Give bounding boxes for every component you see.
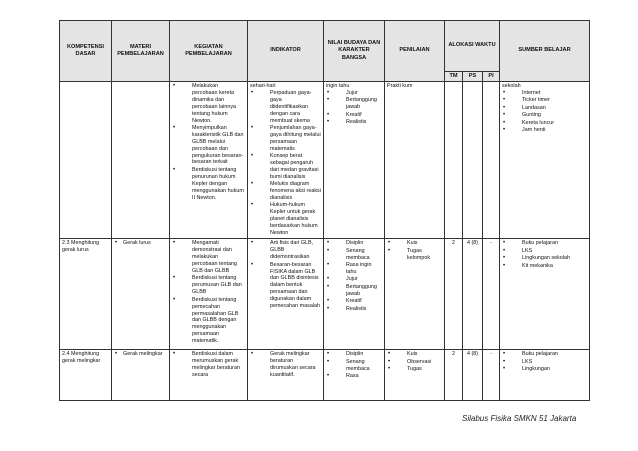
list-item: • Tugas kelompok <box>387 248 442 262</box>
cell-ps <box>463 82 483 239</box>
footer-caption: Silabus Fisika SMKN 51 Jakarta <box>462 414 577 423</box>
cell-nilai <box>324 82 385 239</box>
list-item: • Disiplin <box>326 240 382 247</box>
bullet-list <box>326 240 382 312</box>
header-sumber-belajar: SUMBER BELAJAR <box>500 21 590 82</box>
bullet-list <box>502 351 587 373</box>
cell-materi <box>112 350 170 401</box>
cell-sumber <box>500 239 590 350</box>
header-kompetensi-dasar: KOMPETENSI DASAR <box>60 21 112 82</box>
list-item: • Landasan <box>502 105 587 112</box>
bullet-list <box>250 351 321 379</box>
list-item: • Penjumlahan gaya-gaya dihitung melalui persamaan matematis <box>250 125 321 153</box>
bullet-list <box>502 90 587 134</box>
list-item: • Menyimpulkan karakteristik GLB dan GLBB melalui percobaan dan pengukuran besaran-besaran terkait <box>172 125 245 166</box>
cell-pi: - <box>483 350 500 401</box>
list-item: • Disiplin <box>326 351 382 358</box>
list-item: • Bertanggung jawab <box>326 97 382 111</box>
header-penilaian: PENILAIAN <box>385 21 445 82</box>
cell-materi <box>112 239 170 350</box>
header-ps: PS <box>463 72 483 82</box>
list-item: • Kreatif <box>326 298 382 305</box>
header-pi: PI <box>483 72 500 82</box>
list-item: • Buku pelajaran <box>502 351 587 358</box>
list-item: • Jujur <box>326 276 382 283</box>
list-item: • Gerak melingkar <box>114 351 167 358</box>
header-nilai-budaya: NILAI BUDAYA DAN KARAKTER BANGSA <box>324 21 385 82</box>
cell-text: sekolah <box>502 83 521 89</box>
cell-text: sehari-hari <box>250 83 276 89</box>
list-item: • Realistis <box>326 306 382 313</box>
list-item: • Kereta luncur <box>502 120 587 127</box>
cell-kompetensi-dasar <box>60 82 112 239</box>
bullet-list <box>114 351 167 358</box>
list-item: • Observasi <box>387 359 442 366</box>
list-item: • Melukis diagram fenomena aksi reaksi dianalisis <box>250 181 321 202</box>
cell-ps: 4 (8) <box>463 350 483 401</box>
cell-pi <box>483 82 500 239</box>
list-item: • Lingkungan <box>502 366 587 373</box>
list-item: • Melakukan percobaan kereta dinamika dan percobaan lainnya tentang hukum Newton. <box>172 83 245 124</box>
bullet-list <box>172 351 245 379</box>
list-item: • Kuis <box>387 240 442 247</box>
cell-tm <box>445 82 463 239</box>
list-item: • Berdiskusi dalam merumuskan gerak melingkar beraturan secara <box>172 351 245 379</box>
list-item: • Realistis <box>326 119 382 126</box>
list-item: • LKS <box>502 359 587 366</box>
list-item: • Kuis <box>387 351 442 358</box>
list-item: • Konsep berat sebagai pengaruh dari medan gravitasi bumi dianalisis <box>250 153 321 181</box>
list-item: • Hukum-hukum Kepler untuk gerak planet dianalisis berdasarkan hukum Newton <box>250 202 321 237</box>
cell-kegiatan <box>170 239 248 350</box>
table-row <box>60 239 590 350</box>
cell-kegiatan <box>170 82 248 239</box>
cell-indikator <box>248 239 324 350</box>
header-indikator: INDIKATOR <box>248 21 324 82</box>
cell-text: Prakti kum <box>387 83 413 89</box>
list-item: • LKS <box>502 248 587 255</box>
table-row <box>60 350 590 401</box>
cell-tm: 2 <box>445 350 463 401</box>
cell-penilaian <box>385 82 445 239</box>
silabus-table <box>59 20 590 401</box>
list-item: • Perpaduan gaya-gaya diidentifikasikan dengan cara membuat skema <box>250 90 321 125</box>
cell-kompetensi-dasar <box>60 239 112 350</box>
cell-nilai <box>324 239 385 350</box>
cell-text: 2.3 Menghitung gerak lurus <box>62 240 100 254</box>
cell-penilaian <box>385 239 445 350</box>
cell-kompetensi-dasar <box>60 350 112 401</box>
list-item: • Mengamati demonstrasi dan melakukan percobaan tentang GLB dan GLBB <box>172 240 245 275</box>
header-alokasi-waktu: ALOKASI WAKTU <box>445 21 500 72</box>
list-item: • Bertanggung jawab <box>326 284 382 298</box>
cell-penilaian <box>385 350 445 401</box>
bullet-list <box>326 90 382 126</box>
cell-indikator <box>248 350 324 401</box>
cell-pi: - <box>483 239 500 350</box>
bullet-list <box>326 351 382 380</box>
cell-text: ingin tahu <box>326 83 350 89</box>
bullet-list <box>172 240 245 345</box>
cell-ps: 4 (8) <box>463 239 483 350</box>
bullet-list <box>250 240 321 310</box>
list-item: • Gerak lurus <box>114 240 167 247</box>
list-item: • Internet <box>502 90 587 97</box>
bullet-list <box>387 351 442 373</box>
list-item: • Tugas <box>387 366 442 373</box>
bullet-list <box>250 90 321 237</box>
list-item: • Rasa <box>326 373 382 380</box>
bullet-list <box>114 240 167 247</box>
list-item: • Kit mekanika <box>502 263 587 270</box>
bullet-list <box>172 83 245 201</box>
cell-sumber <box>500 350 590 401</box>
cell-text: 2.4 Menghitung gerak melingkar <box>62 351 101 365</box>
list-item: • Arti fisis dari GLB, GLBB didemontrasikan <box>250 240 321 261</box>
list-item: • Gerak melingkar beraturan dirumuskan secara kuantitatif. <box>250 351 321 379</box>
cell-tm: 2 <box>445 239 463 350</box>
cell-materi <box>112 82 170 239</box>
list-item: • Senang membaca <box>326 359 382 373</box>
list-item: • Gunting <box>502 112 587 119</box>
header-tm: TM <box>445 72 463 82</box>
list-item: • Jujur <box>326 90 382 97</box>
header-materi-pembelajaran: MATERI PEMBELAJARAN <box>112 21 170 82</box>
cell-indikator <box>248 82 324 239</box>
list-item: • Kreatif <box>326 112 382 119</box>
list-item: • Jam henti <box>502 127 587 134</box>
list-item: • Rasa ingin tahu <box>326 262 382 276</box>
list-item: • Berdiskusi tentang penurunan hukum Kepler dengan menggunakan hukum II Newton. <box>172 167 245 202</box>
cell-nilai <box>324 350 385 401</box>
cell-kegiatan <box>170 350 248 401</box>
list-item: • Lingkungan sekolah <box>502 255 587 262</box>
list-item: • Berdiskusi tentang perumusan GLB dan GLBB <box>172 275 245 296</box>
list-item: • Senang membaca <box>326 248 382 262</box>
bullet-list <box>387 240 442 261</box>
table-row <box>60 82 590 239</box>
list-item: • Berdiskusi tentang pemecahan permasalahan GLB dan GLBB dengan menggunakan persamaan matematik. <box>172 297 245 345</box>
list-item: • Besaran-besaran FISIKA dalam GLB dan GLBB disintesis dalam bentuk persamaan dan digunakan dalam pemecahan masalah <box>250 262 321 310</box>
header-kegiatan-pembelajaran: KEGIATAN PEMBELAJARAN <box>170 21 248 82</box>
cell-sumber <box>500 82 590 239</box>
silabus-page <box>59 20 589 401</box>
list-item: • Ticker timer <box>502 97 587 104</box>
list-item: • Buku pelajaran <box>502 240 587 247</box>
bullet-list <box>502 240 587 269</box>
